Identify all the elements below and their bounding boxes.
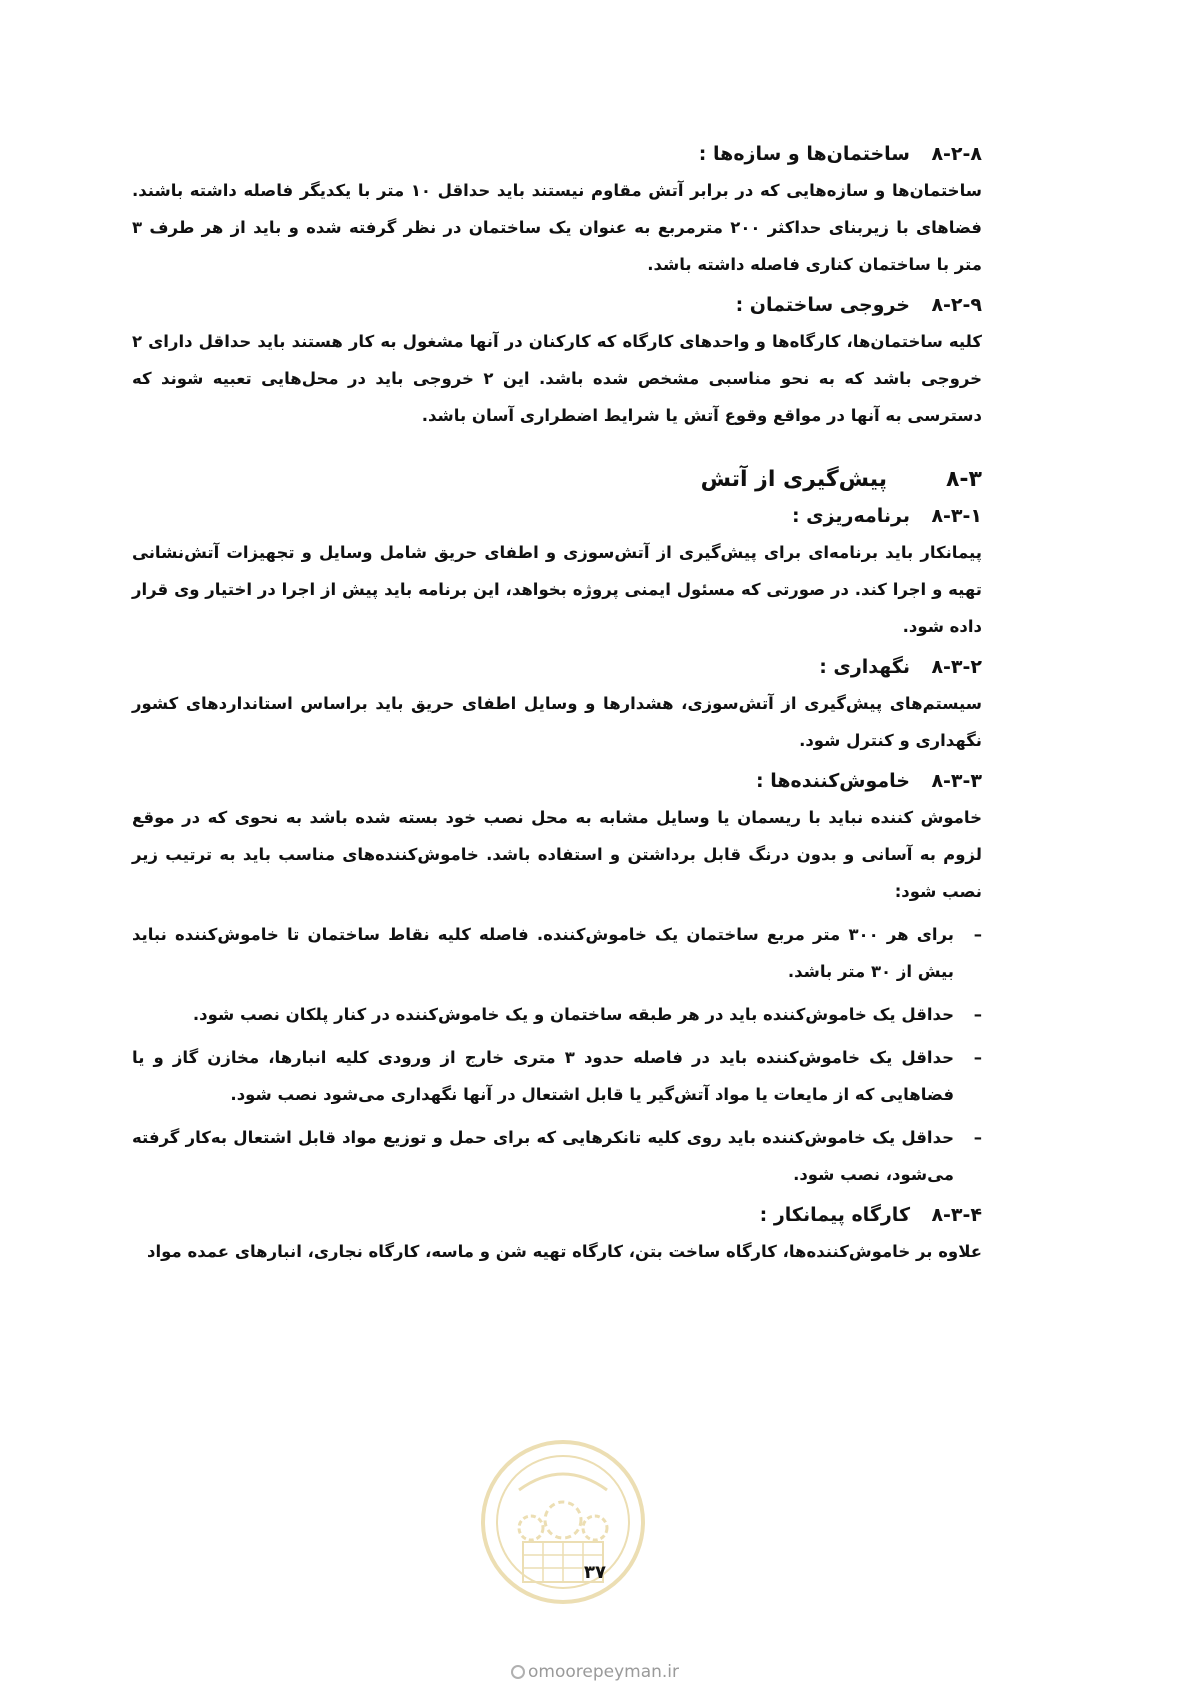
list-item xyxy=(132,1039,982,1113)
section-title: خروجی ساختمان : xyxy=(735,294,910,316)
list-bullet: – xyxy=(973,1005,982,1024)
section-heading-8-3-4 xyxy=(132,1199,982,1231)
section-number: ۸-۳ xyxy=(946,467,982,492)
section-heading-8-2-8 xyxy=(132,138,982,170)
section-number: ۸-۲-۹ xyxy=(931,294,982,316)
section-title: پیش‌گیری از آتش xyxy=(700,467,887,492)
section-heading-8-3-1 xyxy=(132,500,982,532)
section-title: برنامه‌ریزی : xyxy=(791,505,910,527)
section-heading-8-2-9 xyxy=(132,289,982,321)
section-paragraph: علاوه بر خاموش‌کننده‌ها، کارگاه ساخت بتن، کارگاه تهیه شن و ماسه، کارگاه نجاری، انبارهای عمده مواد xyxy=(147,1242,982,1261)
list-bullet: – xyxy=(973,925,982,944)
section-heading-8-3-2 xyxy=(132,651,982,683)
section-number: ۸-۳-۴ xyxy=(931,1204,982,1226)
list-item-text: حداقل یک خاموش‌کننده باید روی کلیه تانکرهایی که برای حمل و توزیع مواد قابل اشتعال به‌کار گرفته می‌شود، نصب شود. xyxy=(132,1128,954,1184)
section-title: کارگاه پیمانکار : xyxy=(759,1204,910,1226)
page-content xyxy=(132,138,982,1276)
section-paragraph: سیستم‌های پیش‌گیری از آتش‌سوزی، هشدارها و وسایل اطفای حریق باید براساس استانداردهای کشور نگهداری و کنترل شود. xyxy=(132,694,982,750)
section-title: نگهداری : xyxy=(819,656,910,678)
page-number: ۳۷ xyxy=(584,1562,606,1583)
globe-icon xyxy=(511,1665,525,1679)
list-item-text: حداقل یک خاموش‌کننده باید در هر طبقه ساختمان و یک خاموش‌کننده در کنار پلکان نصب شود. xyxy=(192,1005,954,1024)
section-number: ۸-۳-۳ xyxy=(931,770,982,792)
list-item xyxy=(132,916,982,990)
section-paragraph: کلیه ساختمان‌ها، کارگاه‌ها و واحدهای کارگاه که کارکنان در آنها مشغول به کار هستند باید حداقل دارای ۲ خروجی باشد که به نحو مناسبی مشخص شده باشد. این ۲ خروجی باید در محل‌هایی تعبیه شوند که دسترسی به آنها در مواقع وقوع آتش یا شرایط اضطراری آسان باشد. xyxy=(132,332,982,425)
list-bullet: – xyxy=(973,1048,982,1067)
section-paragraph: خاموش کننده نباید با ریسمان یا وسایل مشابه به محل نصب خود بسته شده باشد به نحوی که در موقع لزوم به آسانی و بدون درنگ قابل برداشتن و استفاده باشد. خاموش‌کننده‌های مناسب باید به ترتیب زیر نصب شود: xyxy=(132,808,982,901)
section-title: خاموش‌کننده‌ها : xyxy=(756,770,910,792)
section-number: ۸-۲-۸ xyxy=(931,143,982,165)
list-item xyxy=(132,996,982,1033)
section-paragraph: ساختمان‌ها و سازه‌هایی که در برابر آتش مقاوم نیستند باید حداقل ۱۰ متر با یکدیگر فاصله داشته باشند. فضاهای با زیربنای حداکثر ۲۰۰ مترمربع به عنوان یک ساختمان در نظر گرفته شده و باید از هر طرف ۳ متر با ساختمان کناری فاصله داشته باشد. xyxy=(132,181,982,274)
chapter-heading-8-3 xyxy=(132,464,982,496)
list-item xyxy=(132,1119,982,1193)
list-item-text: برای هر ۳۰۰ متر مربع ساختمان یک خاموش‌کننده. فاصله کلیه نقاط ساختمان تا خاموش‌کننده نباید بیش از ۳۰ متر باشد. xyxy=(132,925,954,981)
list-bullet: – xyxy=(973,1128,982,1147)
section-heading-8-3-3 xyxy=(132,765,982,797)
watermark-text: omoorepeyman.ir xyxy=(527,1662,680,1682)
site-watermark xyxy=(0,1662,1190,1682)
section-number: ۸-۳-۲ xyxy=(931,656,982,678)
list-item-text: حداقل یک خاموش‌کننده باید در فاصله حدود ۳ متری خارج از ورودی کلیه انبارها، مخازن گاز و یا فضاهایی که از مایعات یا مواد آتش‌گیر یا قابل اشتعال در آنها نگهداری می‌شود نصب شود. xyxy=(132,1048,954,1104)
section-title: ساختمان‌ها و سازه‌ها : xyxy=(698,143,910,165)
section-number: ۸-۳-۱ xyxy=(931,505,982,527)
section-paragraph: پیمانکار باید برنامه‌ای برای پیش‌گیری از آتش‌سوزی و اطفای حریق شامل وسایل و تجهیزات آتش‌نشانی تهیه و اجرا کند. در صورتی که مسئول ایمنی پروژه بخواهد، این برنامه باید پیش از اجرا در اختیار وی قرار داده شود. xyxy=(132,543,982,636)
